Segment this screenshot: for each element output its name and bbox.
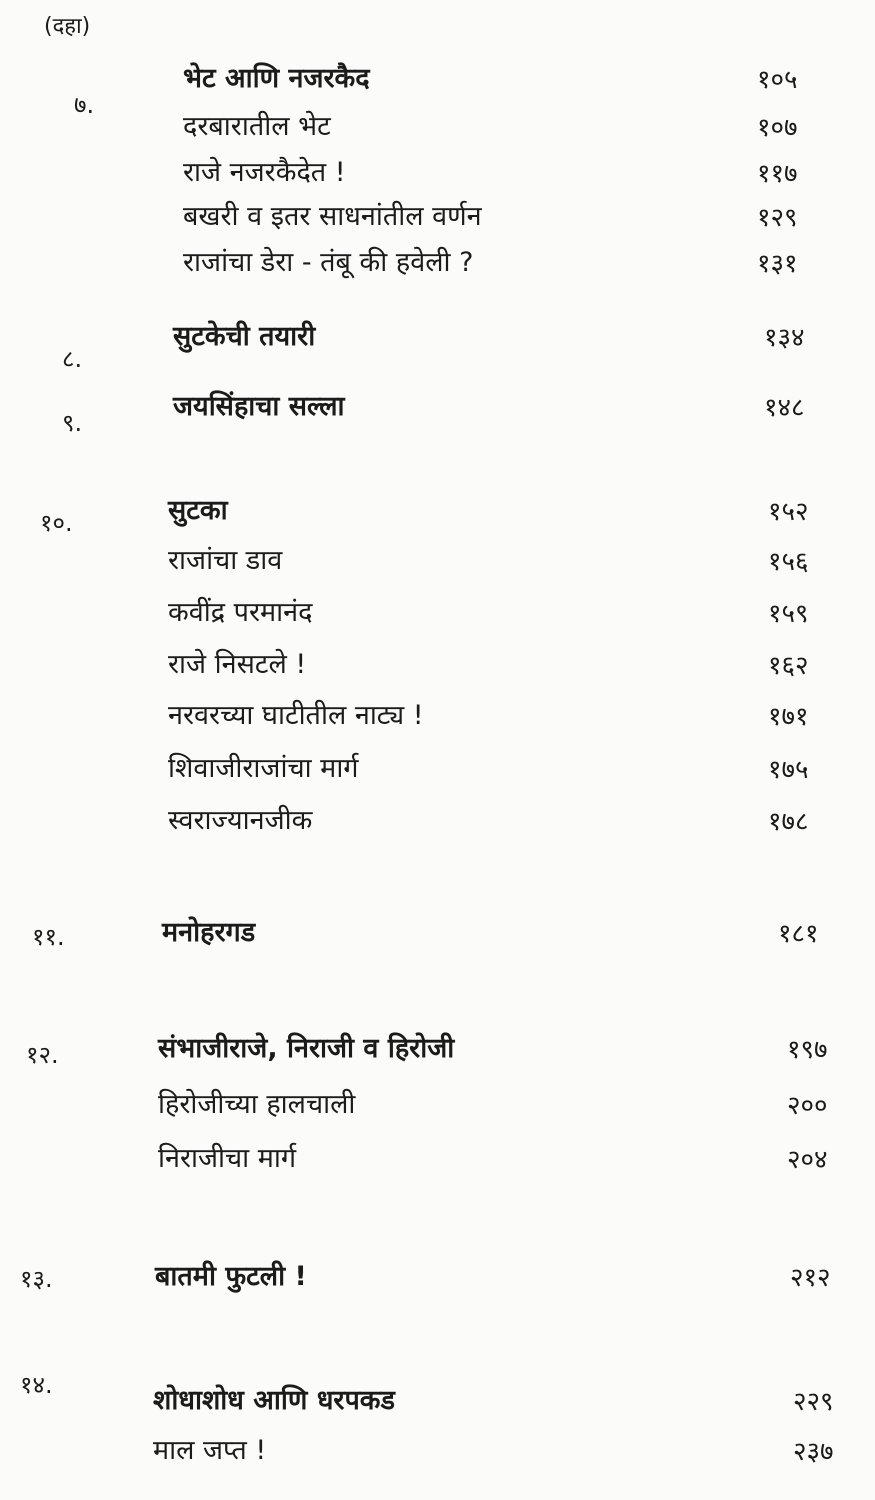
chapter-title: जयसिंहाचा सल्ला bbox=[173, 391, 345, 422]
chapter-number: ११. bbox=[32, 923, 65, 951]
subsection-page-number: १७८ bbox=[768, 807, 809, 837]
chapter-number: १०. bbox=[40, 509, 73, 537]
subsection-page-number: १५९ bbox=[768, 599, 809, 629]
subsection-title: राजांचा डेरा - तंबू की हवेली ? bbox=[183, 247, 474, 278]
chapter-number: १२. bbox=[26, 1041, 59, 1069]
subsection-title: दरबारातील भेट bbox=[183, 111, 331, 142]
subsection-title: हिरोजीच्या हालचाली bbox=[158, 1089, 356, 1120]
subsection-page-number: १७५ bbox=[768, 755, 809, 785]
chapter-page-number: १८१ bbox=[778, 919, 819, 949]
subsection-title: निराजीचा मार्ग bbox=[158, 1143, 297, 1174]
subsection-title: शिवाजीराजांचा मार्ग bbox=[168, 753, 359, 784]
chapter-title: सुटकेची तयारी bbox=[173, 321, 316, 352]
chapter-number: १४. bbox=[20, 1371, 53, 1399]
chapter-title: शोधाशोध आणि धरपकड bbox=[153, 1385, 395, 1416]
subsection-page-number: १५६ bbox=[768, 547, 809, 577]
chapter-page-number: २१२ bbox=[790, 1263, 831, 1293]
subsection-page-number: ११७ bbox=[757, 159, 798, 189]
chapter-title: मनोहरगड bbox=[162, 917, 256, 948]
subsection-page-number: १३१ bbox=[757, 249, 798, 279]
chapter-number: ८. bbox=[62, 345, 83, 373]
chapter-number: १३. bbox=[20, 1265, 53, 1293]
page-folio: (दहा) bbox=[44, 14, 91, 39]
subsection-page-number: २०० bbox=[787, 1091, 828, 1121]
subsection-title: राजांचा डाव bbox=[168, 545, 283, 576]
subsection-title: बखरी व इतर साधनांतील वर्णन bbox=[183, 201, 482, 232]
chapter-title: भेट आणि नजरकैद bbox=[183, 63, 370, 94]
subsection-title: माल जप्त ! bbox=[153, 1435, 267, 1466]
subsection-title: नरवरच्या घाटीतील नाट्य ! bbox=[168, 700, 424, 731]
chapter-page-number: १९७ bbox=[787, 1035, 828, 1065]
subsection-title: राजे नजरकैदेत ! bbox=[183, 157, 346, 188]
subsection-page-number: २०४ bbox=[787, 1145, 828, 1175]
subsection-title: राजे निसटले ! bbox=[168, 649, 307, 680]
subsection-page-number: १२९ bbox=[757, 203, 798, 233]
chapter-number: ९. bbox=[62, 409, 83, 437]
chapter-title: सुटका bbox=[168, 495, 228, 526]
chapter-page-number: २२९ bbox=[793, 1387, 834, 1417]
subsection-title: कवींद्र परमानंद bbox=[168, 597, 313, 628]
chapter-page-number: १३४ bbox=[764, 323, 805, 353]
subsection-title: स्वराज्यानजीक bbox=[168, 805, 313, 836]
chapter-page-number: १०५ bbox=[757, 65, 798, 95]
chapter-number: ७. bbox=[74, 91, 95, 119]
subsection-page-number: १७१ bbox=[768, 702, 809, 732]
chapter-title: बातमी फुटली ! bbox=[155, 1261, 307, 1292]
subsection-page-number: १६२ bbox=[768, 651, 809, 681]
subsection-page-number: २३७ bbox=[793, 1437, 834, 1467]
chapter-page-number: १४८ bbox=[764, 393, 805, 423]
chapter-page-number: १५२ bbox=[768, 497, 809, 527]
chapter-title: संभाजीराजे, निराजी व हिरोजी bbox=[158, 1033, 455, 1064]
subsection-page-number: १०७ bbox=[757, 113, 798, 143]
